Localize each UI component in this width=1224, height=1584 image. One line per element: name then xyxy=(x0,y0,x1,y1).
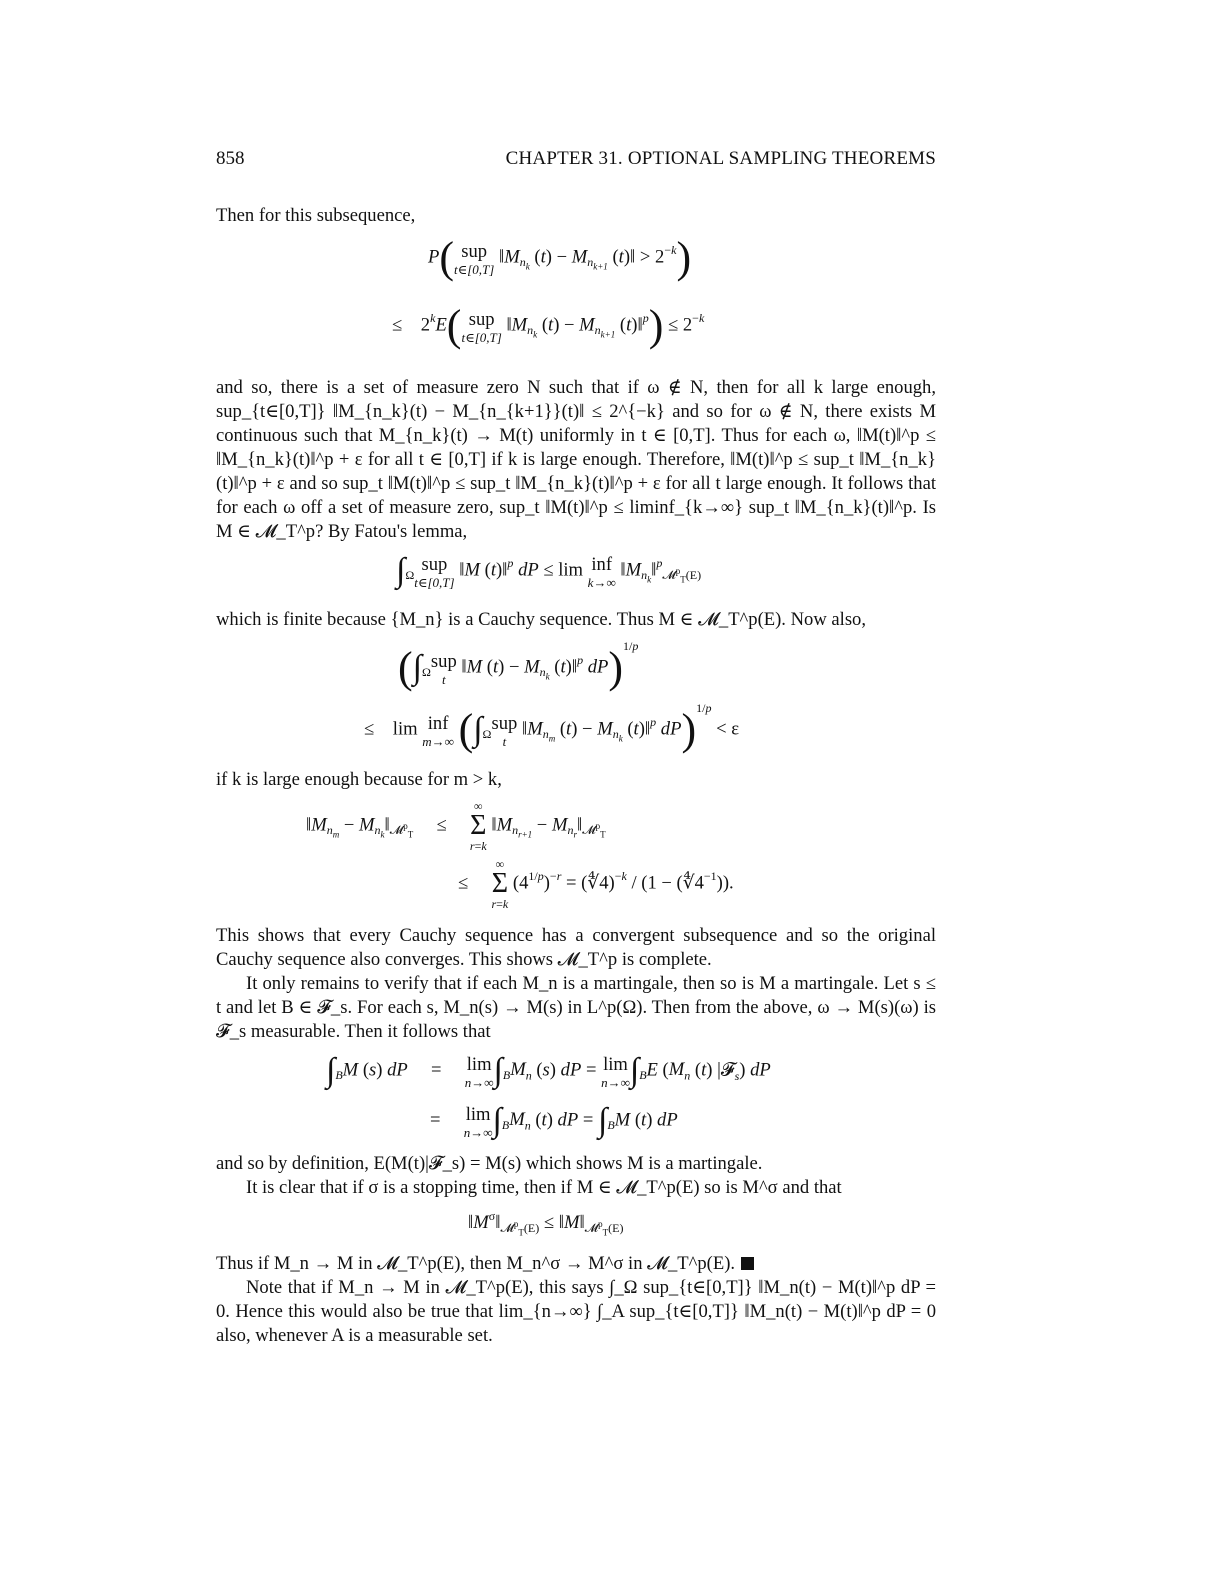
chapter-title: CHAPTER 31. OPTIONAL SAMPLING THEOREMS xyxy=(505,148,936,169)
paragraph-3: which is finite because {M_n} is a Cauchy sequence. Thus M ∈ 𝓜_T^p(E). Now also, xyxy=(216,609,867,630)
equation-2: ≤ 2$^k$E( sup t∈[0,T] $‖M_{n_k}$ $(t) - M_{n_{k+1}}$ (t)‖$^p$) ≤ $2^{-k}$ xyxy=(392,301,705,350)
page-number: 858 xyxy=(216,148,245,169)
equation-10: $‖M^\sigma‖_{𝓜^p_T(E)}$ ≤ $‖M‖_{𝓜^p_T(E)}$ xyxy=(468,1209,624,1238)
paragraph-7: and so by definition, E(M(t)|𝓕_s) = M(s) which shows M is a martingale. xyxy=(216,1153,763,1174)
paragraph-1: Then for this subsequence, xyxy=(216,205,416,226)
document-page xyxy=(216,0,936,1584)
equation-9: = lim n→∞ $\int_BM_n$ (t) dP = $\int_BM$ (t) dP xyxy=(430,1102,678,1140)
paragraph-8: It is clear that if σ is a stopping time, then if M ∈ 𝓜_T^p(E) so is M^σ and that xyxy=(246,1177,842,1198)
equation-1: P( sup t∈[0,T] $‖M_{n_k}$ $(t) - M_{n_{k+1}}$ (t)‖ > $2^{-k}$) xyxy=(428,233,692,282)
paragraph-2: and so, there is a set of measure zero N such that if ω ∉ N, then for all k large enough, sup_{t∈[0,T]} ‖M_{n_k}(t) − M_{n_{k+1}}(t)‖ ≤ 2^{−k} and so for ω ∉ N, there exists M continuous such that M_{n_k}(t) → M(t) uniformly in t ∈ [0,T]. Thus for each ω, ‖M(t)‖^p ≤ ‖M_{n_k}(t)‖^p + ε for all t ∈ [0,T] if k is large enough. Therefore, ‖M(t)‖^p ≤ sup_t ‖M_{n_k}(t)‖^p + ε and so sup_t ‖M(t)‖^p ≤ sup_t ‖M_{n_k}(t)‖^p + ε for all t large enough. It follows that for each ω off a set of measure zero, sup_t ‖M(t)‖^p ≤ liminf_{k→∞} sup_t ‖M_{n_k}(t)‖^p. Is M ∈ 𝓜_T^p? By Fatou's lemma, xyxy=(216,377,936,542)
paragraph-5: This shows that every Cauchy sequence has a convergent subsequence and so the original Cauchy sequence also converges. This shows 𝓜_T^p is complete. xyxy=(216,925,936,970)
paragraph-9 xyxy=(216,1252,936,1276)
paragraph-4: if k is large enough because for m > k, xyxy=(216,769,502,790)
equation-6: $‖M_{n_m}$ − $M_{n_k}‖_{𝓜^p_T}$ ≤ ∞ Σ r=k $‖M_{n_{r+1}}$ − $M_{n_r}‖_{𝓜^p_T}$ xyxy=(306,799,606,853)
equation-8: $\int_BM$ (s) dP = lim n→∞ $\int_BM_n$ (s) dP = lim n→∞ $\int_BE$ ($M_n$ (t) |𝓕$_s$) dP xyxy=(326,1052,771,1090)
paragraph-10: Note that if M_n → M in 𝓜_T^p(E), this says ∫_Ω sup_{t∈[0,T]} ‖M_n(t) − M(t)‖^p dP = 0. Hence this would also be true that lim_{n→∞} ∫_A sup_{t∈[0,T]} ‖M_n(t) − M(t)‖^p dP = 0 also, whenever A is a measurable set. xyxy=(216,1277,936,1346)
paragraph-6: It only remains to verify that if each M_n is a martingale, then so is M a martingale. Let s ≤ t and let B ∈ 𝓕_s. For each s, M_n(s) → M(s) in L^p(Ω). Then from the above, ω → M(s)(ω) is 𝓕_s measurable. Then it follows that xyxy=(216,973,936,1042)
equation-3: $\int_\Omega sup$ t∈[0,T] ‖M (t)‖$^p$ dP ≤ lim inf k→∞ $‖M_{n_k}‖^p_{𝓜^p_T(E)}$ xyxy=(396,552,702,590)
equation-5: ≤ lim inf m→∞ ($\int_\Omega sup$ t $‖M_{n_m}$ $(t) - M_{n_k}$ (t)‖$^p$ dP)$^{1/p}$ < ε xyxy=(364,701,740,754)
equation-4: ($\int_\Omega sup$ t ‖M $(t) - M_{n_k}$ (t)‖$^p$ dP)$^{1/p}$ xyxy=(398,639,639,692)
paragraph-9-text: Thus if M_n → M in 𝓜_T^p(E), then M_n^σ → M^σ in 𝓜_T^p(E). xyxy=(216,1253,736,1274)
qed-box-icon xyxy=(741,1257,754,1270)
equation-7: ≤ ∞ Σ r=k $(4^{1/p})^{-r}$ = (∜4)$^{-k}$ / $(1 - (∜4^{-1}))$. xyxy=(458,857,734,911)
